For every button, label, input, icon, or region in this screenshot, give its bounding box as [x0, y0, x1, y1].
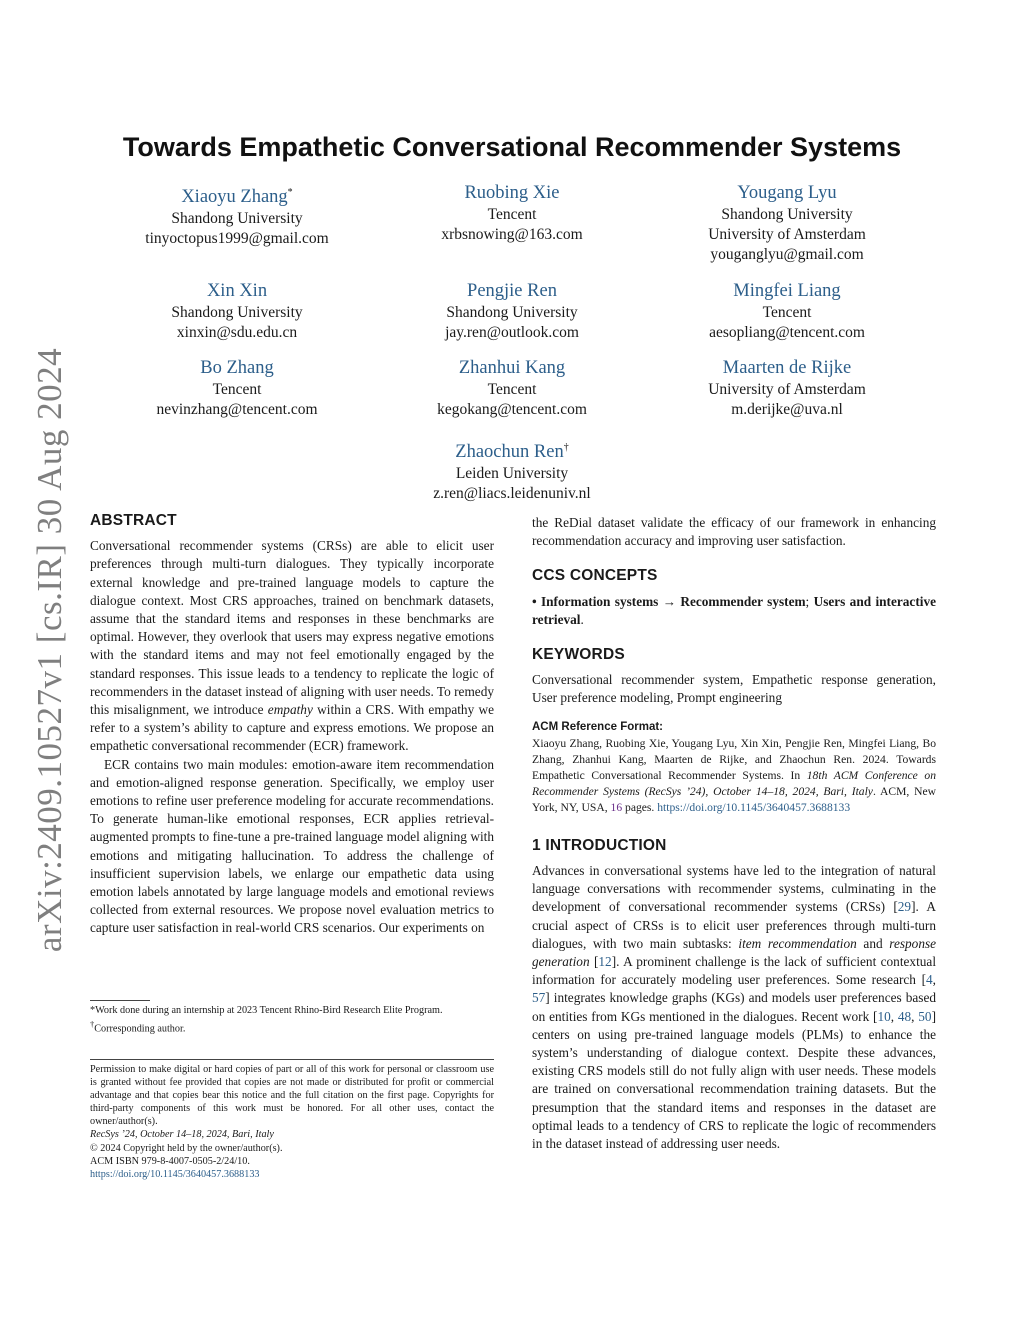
citation-link[interactable]: 57 [532, 990, 546, 1006]
author-email: kegokang@tencent.com [437, 401, 587, 418]
citation-link[interactable]: 29 [897, 899, 912, 915]
footnote: †Corresponding author. [90, 1018, 186, 1034]
author-name: Bo Zhang [200, 358, 274, 378]
footnote: *Work done during an internship at 2023 Tencent Rhino-Bird Research Elite Program. [90, 1005, 443, 1016]
author-card [92, 279, 382, 343]
arxiv-side-stamp: arXiv:2409.10527v1 [cs.IR] 30 Aug 2024 [30, 347, 69, 953]
author-card [642, 279, 932, 343]
permission-block [90, 1063, 494, 1181]
author-affiliation: University of Amsterdam [708, 226, 866, 243]
author-name: Xiaoyu Zhang* [181, 187, 293, 208]
right-column [532, 514, 936, 1153]
footnotes [90, 1004, 494, 1035]
author-affiliation: University of Amsterdam [708, 381, 866, 398]
introduction-heading: 1 INTRODUCTION [532, 836, 667, 854]
citation-link[interactable]: 50 [918, 1008, 932, 1024]
paper-title: Towards Empathetic Conversational Recommender Systems [122, 132, 902, 162]
citation-link[interactable]: 12 [598, 954, 612, 970]
permission-text: Permission to make digital or hard copies of part or all of this work for personal or classroom use is granted without fee provided that copies are not made or distributed for profit or commercial advantage and that copies bear this notice and the full citation on the first page. Copyrights for third-party components of this work must be honored. For all other uses, contact the owner/author(s). [90, 1064, 494, 1128]
keywords-heading: KEYWORDS [532, 646, 625, 664]
acm-reference-text: Xiaoyu Zhang, Ruobing Xie, Yougang Lyu, Xin Xin, Pengjie Ren, Mingfei Liang, Bo Zhang, Zhanhui Kang, Maarten de Rijke, and Zhaochun Ren. 2024. Towards Empathetic Conversational Recommender Systems. In 18th ACM Conference on Recommender Systems (RecSys ’24), October 14–18, 2024, Bari, Italy. ACM, New York, NY, USA, 16 pages. https://doi.org/10.1145/3640457.3688133 [532, 736, 936, 814]
author-affiliation: Shandong University [721, 206, 853, 223]
author-email: xinxin@sdu.edu.cn [176, 324, 298, 341]
citation-link[interactable]: 10 [877, 1008, 891, 1024]
author-name: Maarten de Rijke [722, 358, 852, 378]
ccs-heading: CCS CONCEPTS [532, 567, 658, 585]
author-email: z.ren@liacs.leidenuniv.nl [433, 485, 591, 503]
author-affiliation: Tencent [212, 381, 262, 398]
permission-copyright: © 2024 Copyright held by the owner/author(s). [90, 1142, 283, 1154]
author-email: xrbsnowing@163.com [441, 226, 583, 243]
author-email: tinyoctopus1999@gmail.com [145, 230, 329, 248]
author-name: Yougang Lyu [737, 183, 837, 203]
author-card [642, 356, 932, 420]
author-email: aesopliang@tencent.com [709, 324, 865, 341]
introduction-paragraph: Advances in conversational systems have led to the integration of natural language conversations with recommender systems, culminating in the development of conversational recommender systems (CRSs) [29]. A crucial aspect of CRSs is to elicit user preferences through multi-turn dialogues, with two main subtasks: item recommendation and response generation [12]. A prominent challenge is the lack of sufficient contextual information for accurately modeling user preferences. Some research [4, 57] integrates knowledge graphs (KGs) and models user preferences based on entities from KGs mentioned in the dialogues. Recent work [10, 48, 50] centers on using pre-trained language models (PLMs) to enhance the system’s understanding of dialogue context. Despite these advances, existing CRS models still do not fully align with user needs. These models are trained on conversational recommendation training datasets. But the presumption that the standard items and responses in the dataset are optimal leads to a tendency of CRS to replicate the logic of recommenders in the dataset instead of addressing user needs. [532, 863, 937, 1152]
permission-isbn: ACM ISBN 979-8-4007-0505-2/24/10. [90, 1155, 250, 1167]
author-name: Zhanhui Kang [458, 358, 566, 378]
acm-reference-heading: ACM Reference Format: [532, 720, 663, 733]
abstract-continuation: the ReDial dataset validate the efficacy of our framework in enhancing recommendation accuracy and improving user satisfaction. [532, 515, 936, 549]
author-name: Pengjie Ren [467, 281, 557, 301]
author-card [367, 436, 657, 504]
permission-rule [90, 1059, 494, 1060]
author-affiliation: Shandong University [446, 304, 578, 321]
citation-link[interactable]: 48 [897, 1008, 912, 1024]
author-name: Mingfei Liang [733, 281, 841, 301]
author-email: youganglyu@gmail.com [710, 246, 864, 263]
footnote-rule [90, 1000, 150, 1001]
author-card [367, 356, 657, 420]
permission-doi-link[interactable]: https://doi.org/10.1145/3640457.3688133 [90, 1168, 260, 1180]
abstract-heading: ABSTRACT [90, 512, 177, 529]
author-card [367, 279, 657, 343]
author-affiliation: Tencent [487, 381, 537, 398]
author-email: m.derijke@uva.nl [731, 401, 843, 418]
author-affiliation: Shandong University [171, 304, 303, 321]
left-column [90, 512, 494, 938]
abstract-paragraph: ECR contains two main modules: emotion-aware item recommendation and emotion-aligned response generation. Specifically, we employ user emotions to refine user preference modeling for accurate recommendations. To generate human-like emotional responses, ECR applies retrieval-augmented prompts to fine-tune a pre-trained language model aligning with emotions and mitigating hallucination. To address the challenge of insufficient supervision labels, we enlarge our empathetic data using emotion labels annotated by large language models and emotional reviews collected from external resources. We propose novel evaluation metrics to capture user satisfaction in real-world CRS scenarios. Our experiments on [90, 756, 494, 936]
author-name: Zhaochun Ren† [455, 442, 569, 463]
author-card [92, 356, 382, 420]
author-email: nevinzhang@tencent.com [156, 401, 318, 418]
author-email: jay.ren@outlook.com [445, 324, 579, 341]
author-name: Xin Xin [206, 281, 268, 301]
keywords-text: Conversational recommender system, Empathetic response generation, User preference modeling, Prompt engineering [532, 672, 936, 706]
author-affiliation: Tencent [487, 206, 537, 223]
author-affiliation: Shandong University [171, 210, 303, 228]
permission-venue: RecSys ’24, October 14–18, 2024, Bari, Italy [90, 1129, 274, 1141]
author-affiliation: Tencent [762, 304, 812, 321]
author-name: Ruobing Xie [464, 183, 560, 203]
author-card [92, 181, 382, 249]
author-affiliation: Leiden University [455, 465, 569, 483]
author-card [642, 181, 932, 265]
citation-link[interactable]: 4 [926, 972, 933, 988]
doi-link[interactable]: https://doi.org/10.1145/3640457.3688133 [657, 800, 851, 814]
abstract-paragraph: Conversational recommender systems (CRSs) are able to elicit user preferences through multi-turn dialogues. They typically incorporate external knowledge and pre-trained language models to capture the dialogue context. Most CRS approaches, trained on benchmark datasets, assume that the standard items and responses in these benchmarks are optimal. However, they overlook that users may express negative emotions with the standard items and may not feel emotionally engaged by the standard responses. This issue leads to a tendency to replicate the logic of recommenders in the dataset instead of aligning with user needs. To remedy this misalignment, we introduce empathy within a CRS. With empathy we refer to a system’s ability to capture and express emotions. We propose an empathetic conversational recommender (ECR) framework. [90, 538, 495, 754]
author-card [367, 181, 657, 245]
ccs-concepts-text: • Information systems → Recommender system; Users and interactive retrieval. [532, 593, 937, 627]
